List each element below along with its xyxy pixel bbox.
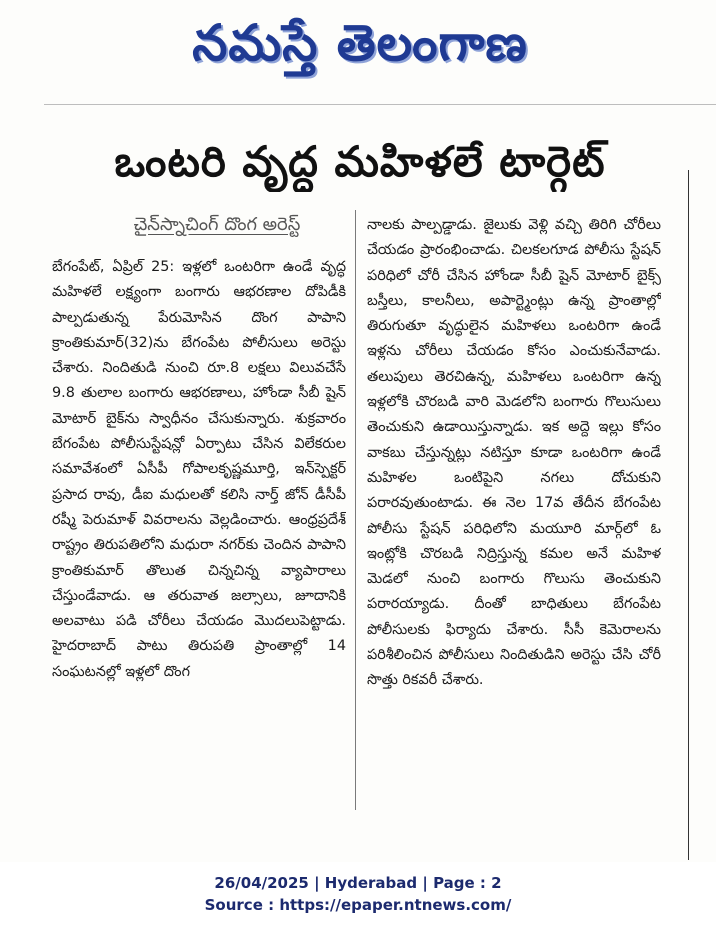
clipping-footer: [0, 872, 716, 916]
footer-date-edition: 26/04/2025 | Hyderabad | Page : 2: [214, 874, 502, 892]
article-subhead: చైన్‌స్నాచింగ్ దొంగ అరెస్ట్: [133, 214, 301, 235]
masthead-divider: [44, 104, 716, 105]
footer-source-link[interactable]: Source : https://epaper.ntnews.com/: [204, 896, 512, 914]
page-edge-rule: [688, 170, 689, 860]
column-divider: [355, 210, 356, 810]
newspaper-masthead: నమస్తే తెలంగాణ: [192, 13, 528, 72]
article-right-column: నాలకు పాల్పడ్డాడు. జైలుకు వెళ్లి వచ్చి తిరిగి చోరీలు చేయడం ప్రారంభించాడు. చిలకలగూడ పోలీసు స్టేషన్ పరిధిలో చోరీ చేసిన హోండా సీబీ షైన్ మోటార్ బైక్స్ బస్తీలు, కాలనీలు, అపార్ట్మెంట్లు ఉన్న ప్రాంతాల్లో తిరుగుతూ వృద్ధులైన మహిళలు ఒంటరిగా ఉండే ఇళ్లను చోరీలు చేయడం కోసం ఎంచుకునేవాడు. తలుపులు తెరచిఉన్న, మహిళలు ఒంటరిగా ఉన్న ఇళ్లలోకి చొరబడి వారి మెడలోని బంగారు గొలుసులు తెంచుకుని ఉడాయిస్తున్నాడు. ఇక అద్దె ఇల్లు కోసం వాకబు చేస్తున్నట్లు నటిస్తూ కూడా ఒంటరిగా ఉండే మహిళల ఒంటిపైని నగలు దోచుకుని పరారవుతుంటాడు. ఈ నెల 17వ తేదీన బేగంపేట పోలీసు స్టేషన్ పరిధిలోని మయూరి మార్గ్‌లో ఓ ఇంట్లోకి చొరబడి నిద్రిస్తున్న కమల అనే మహిళ మెడలో నుంచి బంగారు గొలుసు తెంచుకుని పరారయ్యాడు. దీంతో బాధితులు బేగంపేట పోలీసులకు ఫిర్యాదు చేశారు. సీసీ కెమెరాలను పరిశీలించిన పోలీసులు నిందితుడిని అరెస్టు చేసి చోరీ సొత్తు రికవరీ చేశారు.: [367, 217, 661, 689]
article-left-column: బేగంపేట్, ఏప్రిల్ 25: ఇళ్లలో ఒంటరిగా ఉండే వృద్ధ మహిళలే లక్ష్యంగా బంగారు ఆభరణాల దోపిడీకి పాల్పడుతున్న పేరుమోసిన దొంగ పాపాని క్రాంతికుమార్(32)ను బేగంపేట పోలీసులు అరెస్టు చేశారు. నిందితుడి నుంచి రూ.8 లక్షలు విలువచేసే 9.8 తులాల బంగారు ఆభరణాలు, హోండా సీబీ షైన్ మోటార్ బైక్‌ను స్వాధీనం చేసుకున్నారు. శుక్రవారం బేగంపేట పోలీసుస్టేషన్లో ఏర్పాటు చేసిన విలేకరుల సమావేశంలో ఏసీపీ గోపాలకృష్ణమూర్తి, ఇన్‌స్పెక్టర్ ప్రసాద రావు, డీఐ మధులతో కలిసి నార్త్ జోన్ డీసీపీ రష్మీ పెరుమాళ్ వివరాలను వెల్లడించారు. ఆంధ్రప్రదేశ్ రాష్ట్రం తిరుపతిలోని మధురా నగర్‌కు చెందిన పాపాని క్రాంతికుమార్ తొలుత చిన్నచిన్న వ్యాపారాలు చేస్తుండేవాడు. ఆ తరువాత జల్సాలు, జూదానికి అలవాటు పడి చోరీలు చేయడం మొదలుపెట్టాడు. హైదరాబాద్ పాటు తిరుపతి ప్రాంతాల్లో 14 సంఘటనల్లో ఇళ్లలో దొంగ: [52, 259, 346, 680]
article-headline: ఒంటరి వృద్ధ మహిళలే టార్గెట్: [114, 137, 606, 186]
